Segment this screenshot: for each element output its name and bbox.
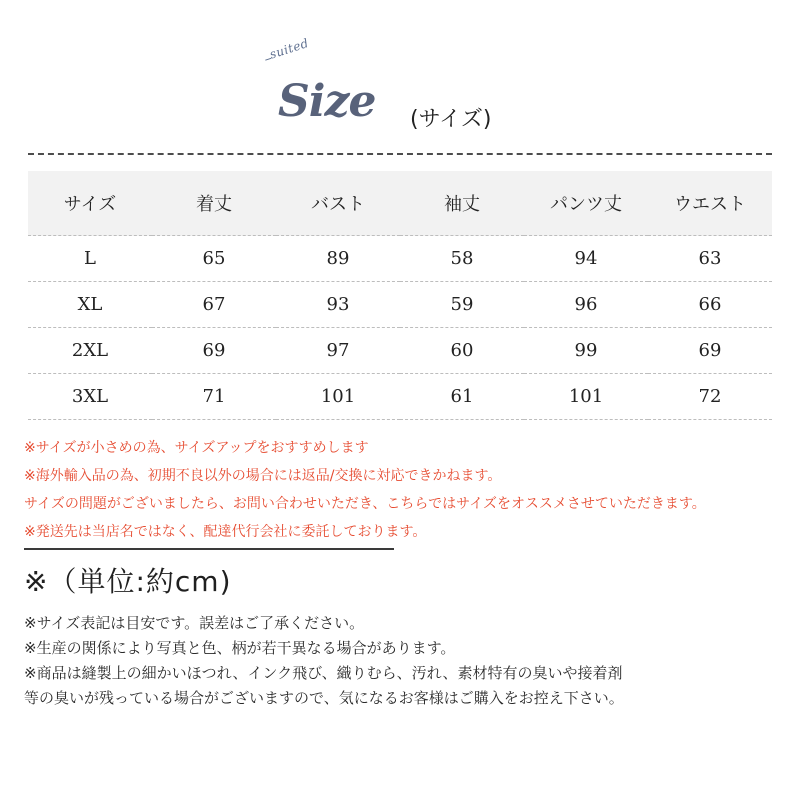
cell-size: 2XL [28, 328, 152, 374]
header-bust: バスト [276, 171, 400, 236]
unit-divider [24, 548, 394, 550]
cell-waist: 69 [648, 328, 772, 374]
unit-title: ※（単位:約cm) [24, 565, 232, 598]
header-length: 着丈 [152, 171, 276, 236]
header-pants-length: パンツ丈 [524, 171, 648, 236]
header-waist: ウエスト [648, 171, 772, 236]
suited-badge: suited [267, 35, 311, 62]
cell-length: 67 [152, 282, 276, 328]
cell-length: 65 [152, 236, 276, 282]
cell-bust: 89 [276, 236, 400, 282]
table-row [28, 236, 772, 282]
cell-pants-length: 101 [524, 374, 648, 420]
cell-bust: 97 [276, 328, 400, 374]
black-note-defects: ※商品は縫製上の細かいほつれ、インク飛び、織りむら、汚れ、素材特有の臭いや接着剤 [24, 664, 623, 682]
cell-bust: 101 [276, 374, 400, 420]
size-table-header-row [28, 171, 772, 236]
header-sleeve: 袖丈 [400, 171, 524, 236]
size-table [28, 171, 772, 420]
table-row [28, 282, 772, 328]
black-notes [24, 611, 784, 711]
cell-sleeve: 59 [400, 282, 524, 328]
red-note-returns: ※海外輸入品の為、初期不良以外の場合には返品/交換に対応できかねます。 [24, 468, 502, 484]
cell-sleeve: 61 [400, 374, 524, 420]
cell-pants-length: 96 [524, 282, 648, 328]
cell-pants-length: 94 [524, 236, 648, 282]
red-note-contact: サイズの問題がございましたら、お問い合わせいただき、こちらではサイズをオススメさせていただきます。 [24, 496, 706, 512]
size-header [0, 0, 800, 160]
size-logo: Size [278, 76, 376, 127]
cell-waist: 63 [648, 236, 772, 282]
size-subtitle: (サイズ) [410, 107, 492, 132]
size-table-body [28, 236, 772, 420]
size-table-head [28, 171, 772, 236]
cell-size: 3XL [28, 374, 152, 420]
cell-length: 71 [152, 374, 276, 420]
header-divider [28, 153, 772, 155]
cell-sleeve: 58 [400, 236, 524, 282]
black-note-smell: 等の臭いが残っている場合がございますので、気になるお客様はご購入をお控え下さい。 [24, 689, 624, 707]
size-table-container [28, 171, 772, 420]
red-note-size-up: ※サイズが小さめの為、サイズアップをおすすめします [24, 440, 369, 456]
cell-waist: 72 [648, 374, 772, 420]
cell-waist: 66 [648, 282, 772, 328]
cell-sleeve: 60 [400, 328, 524, 374]
cell-length: 69 [152, 328, 276, 374]
black-note-guideline: ※サイズ表記は目安です。誤差はご了承ください。 [24, 614, 365, 632]
cell-size: L [28, 236, 152, 282]
cell-pants-length: 99 [524, 328, 648, 374]
table-row [28, 374, 772, 420]
red-note-shipping: ※発送先は当店名ではなく、配達代行会社に委託しております。 [24, 524, 427, 540]
cell-bust: 93 [276, 282, 400, 328]
cell-size: XL [28, 282, 152, 328]
black-note-color-difference: ※生産の関係により写真と色、柄が若干異なる場合があります。 [24, 639, 456, 657]
table-row [28, 328, 772, 374]
red-notes [24, 434, 784, 546]
header-size: サイズ [28, 171, 152, 236]
